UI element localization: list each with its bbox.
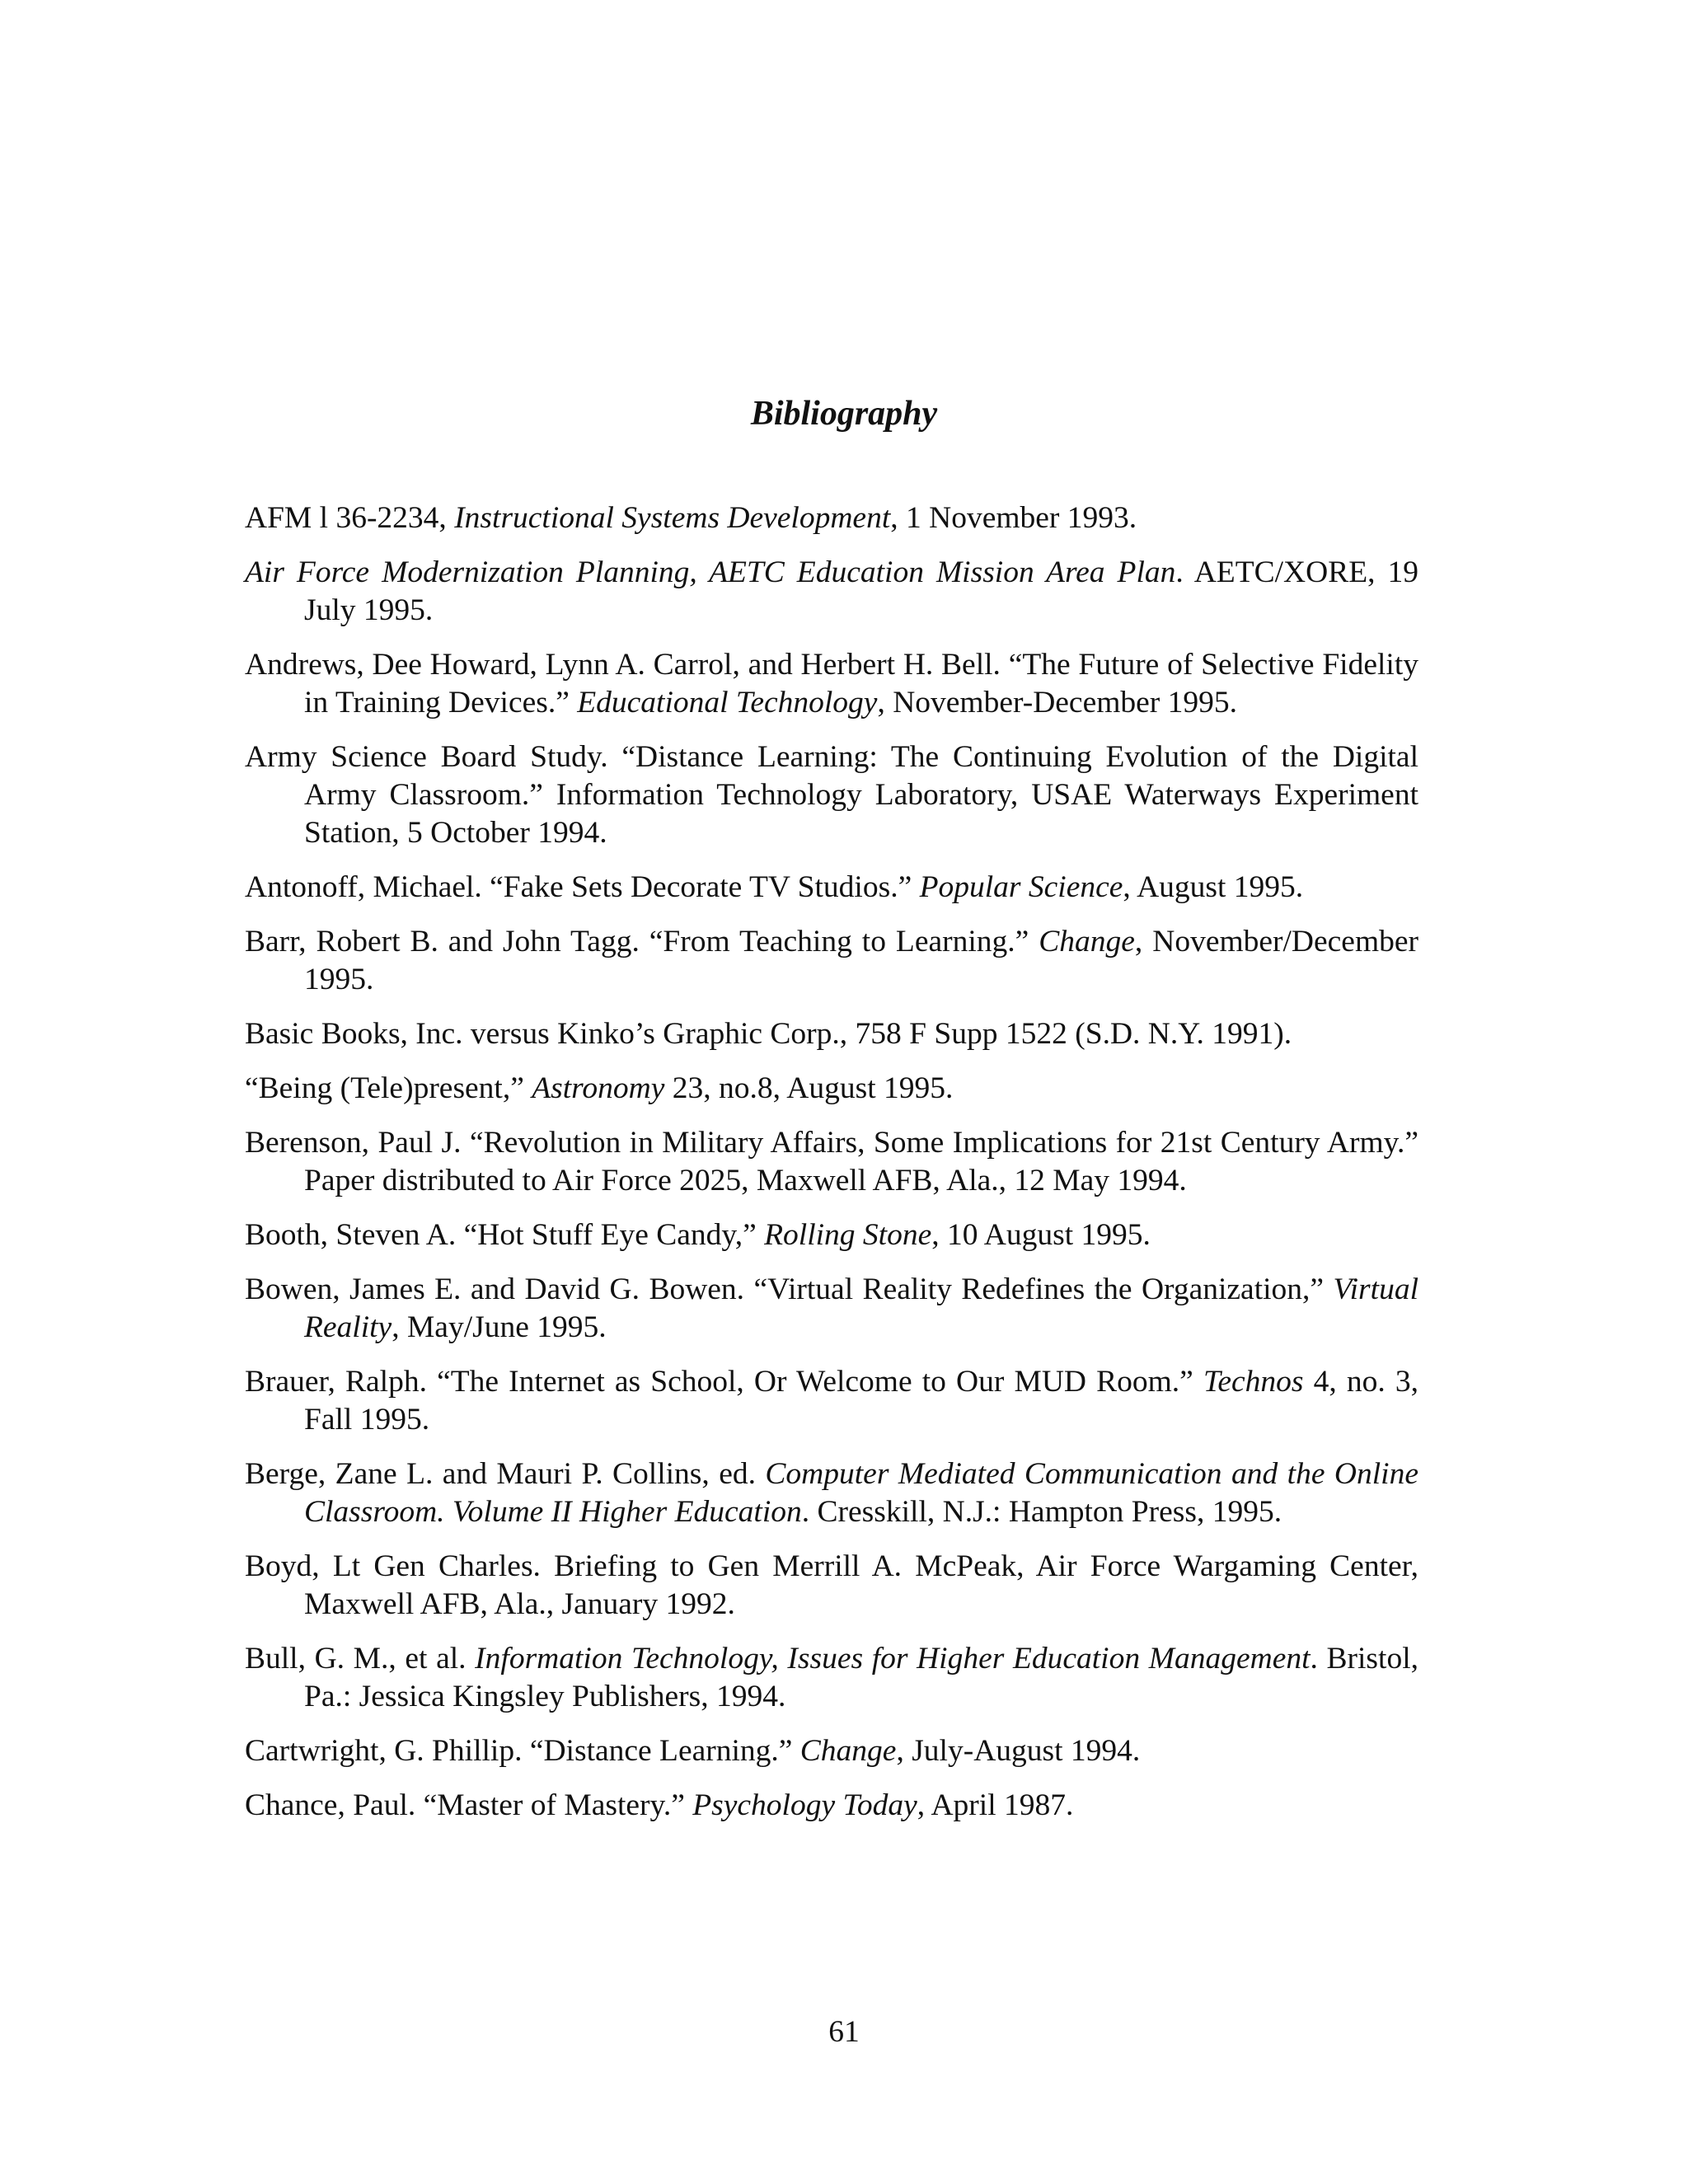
entry-title-italic: Psychology Today [692, 1788, 917, 1822]
entry-text: Bull, G. M., et al. [245, 1642, 476, 1675]
entry-title-italic: Virtual Reality [304, 1272, 1418, 1344]
entry-text: Andrews, Dee Howard, Lynn A. Carrol, and Herbert H. Bell. “The Future of Selective Fidelity in Training Devices.” [245, 648, 1418, 719]
page-title: Bibliography [750, 395, 938, 433]
bibliography-entry [245, 1640, 1418, 1716]
entry-title-italic: Change [1039, 925, 1135, 958]
bibliography-entry [245, 869, 1418, 907]
entry-text: , 1 November 1993. [890, 501, 1137, 535]
bibliography-entry [245, 923, 1418, 999]
entry-text: Berenson, Paul J. “Revolution in Military Affairs, Some Implications for 21st Century Army.” Paper distributed to Air Force 2025, Maxwell AFB, Ala., 12 May 1994. [245, 1126, 1418, 1197]
entry-text: , July-August 1994. [896, 1734, 1141, 1768]
bibliography-entry [245, 1015, 1418, 1053]
entry-text: 23, no.8, August 1995. [664, 1071, 954, 1105]
entry-title-italic: Astronomy [532, 1071, 665, 1105]
entry-text: Basic Books, Inc. versus Kinko’s Graphic Corp., 758 F Supp 1522 (S.D. N.Y. 1991). [245, 1017, 1292, 1051]
entry-text: Boyd, Lt Gen Charles. Briefing to Gen Merrill A. McPeak, Air Force Wargaming Center, Maxwell AFB, Ala., January 1992. [245, 1549, 1418, 1621]
entry-text: , November/December 1995. [304, 925, 1418, 996]
entry-text: , May/June 1995. [392, 1310, 607, 1344]
bibliography-entry [245, 1363, 1418, 1439]
entry-title-italic: Rolling Stone [764, 1218, 932, 1252]
entry-text: Bowen, James E. and David G. Bowen. “Virtual Reality Redefines the Organization,” [245, 1272, 1334, 1306]
bibliography-entry [245, 1124, 1418, 1200]
entry-text: Booth, Steven A. “Hot Stuff Eye Candy,” [245, 1218, 765, 1252]
entry-text: Chance, Paul. “Master of Mastery.” [245, 1788, 693, 1822]
entry-text: . AETC/XORE, 19 July 1995. [304, 555, 1418, 627]
entry-title-italic: Technos [1203, 1365, 1304, 1399]
entry-title-italic: Instructional Systems Development [454, 501, 891, 535]
bibliography-entry [245, 499, 1418, 537]
entry-title-italic: Change [799, 1734, 897, 1768]
entry-text: , April 1987. [917, 1788, 1074, 1822]
page-number: 61 [828, 2015, 860, 2049]
entry-text: Cartwright, G. Phillip. “Distance Learning.” [245, 1734, 800, 1768]
entry-text: Barr, Robert B. and John Tagg. “From Teaching to Learning.” [245, 925, 1039, 958]
entry-title-italic: Air Force Modernization Planning, AETC Education Mission Area Plan [245, 555, 1176, 589]
bibliography-entry [245, 1070, 1418, 1108]
bibliography-entry [245, 646, 1418, 722]
entry-title-italic: Popular Science [919, 870, 1123, 904]
entry-text: Antonoff, Michael. “Fake Sets Decorate TV Studios.” [245, 870, 920, 904]
entry-text: AFM l 36-2234, [245, 501, 455, 535]
entry-text: Brauer, Ralph. “The Internet as School, Or Welcome to Our MUD Room.” [245, 1365, 1203, 1399]
entry-text: “Being (Tele)present,” [245, 1071, 532, 1105]
entry-text: , November-December 1995. [877, 686, 1238, 719]
entry-text: Berge, Zane L. and Mauri P. Collins, ed. [245, 1457, 766, 1491]
entry-title-italic: Educational Technology [577, 686, 878, 719]
bibliography-entry [245, 1732, 1418, 1770]
bibliography-list [245, 499, 1418, 1841]
entry-text: . Cresskill, N.J.: Hampton Press, 1995. [801, 1495, 1282, 1529]
entry-title-italic: Information Technology, Issues for Higher Education Management [475, 1642, 1311, 1675]
entry-text: , 10 August 1995. [931, 1218, 1151, 1252]
bibliography-entry [245, 1216, 1418, 1254]
bibliography-entry [245, 1271, 1418, 1347]
bibliography-entry [245, 1455, 1418, 1531]
entry-text: , August 1995. [1123, 870, 1304, 904]
entry-text: . Bristol, Pa.: Jessica Kingsley Publishers, 1994. [304, 1642, 1418, 1713]
bibliography-entry [245, 1787, 1418, 1825]
entry-text: Army Science Board Study. “Distance Learning: The Continuing Evolution of the Digital Army Classroom.” Information Technology Laboratory, USAE Waterways Experiment Station, 5 October 1994. [245, 740, 1418, 850]
bibliography-entry [245, 738, 1418, 852]
bibliography-entry [245, 1548, 1418, 1624]
bibliography-entry [245, 554, 1418, 630]
entry-title-italic: Computer Mediated Communication and the Online Classroom. Volume II Higher Education [304, 1457, 1418, 1529]
entry-text: 4, no. 3, Fall 1995. [304, 1365, 1419, 1436]
